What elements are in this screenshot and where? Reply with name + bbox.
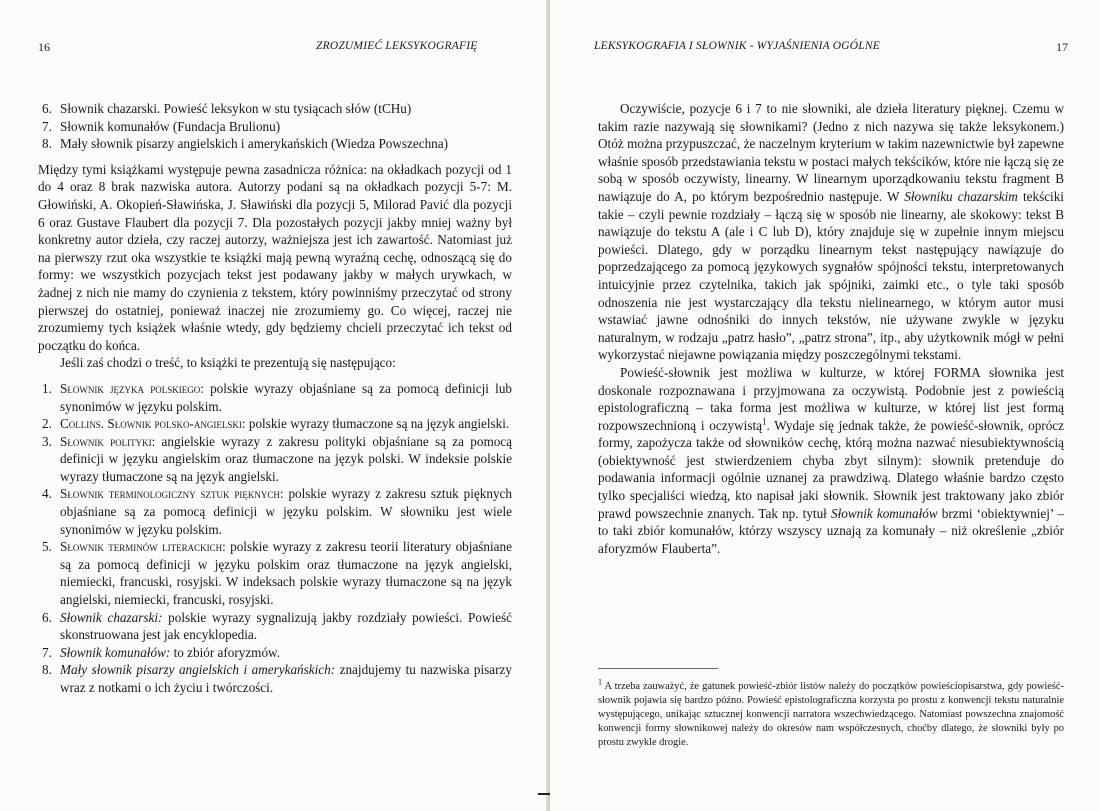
list-contents [38,380,512,697]
list-item: 8. Mały słownik pisarzy angielskich i amerykańskich: znajdujemy tu nazwiska pisarzy wraz z notkami o ich życiu i twórczości. [42,662,512,695]
right-text-block [598,100,1064,557]
list-editions [38,100,512,153]
list-item: 6. Słownik chazarski: polskie wyrazy sygnalizują jakby rozdziały powieści. Powieść skonstruowana jest jak encyklopedia. [42,609,512,643]
list-item: 6. Słownik chazarski. Powieść leksykon w stu tysiącach słów (tCHu) [42,101,412,116]
running-head: LEKSYKOGRAFIA I SŁOWNIK - WYJAŚNIENIA OGÓLNE [594,40,880,52]
footnote [598,677,1064,750]
paragraph: Jeśli zaś chodzi o treść, to książki te prezentują się następująco: [60,355,396,371]
footnote-rule [598,668,718,669]
running-head: ZROZUMIEĆ LEKSYKOGRAFIĘ [316,40,478,52]
list-item: 3. Słownik polityki: angielskie wyrazy z zakresu polityki objaśniane są za pomocą definicji w języku angielskim oraz tłumaczone na język polski. W indeksie polskie wyrazy tłumaczone są na język angielski. [42,433,513,484]
footnote-text: A trzeba zauważyć, że gatunek powieść-zbiór listów należy do początków powieściopisarstwa, gdy powieść-słownik pojawia się bardzo późno. Powieść epistolograficzna korzysta po prostu z konwencji tekstu naturalnie występującego, unikając sztucznej konwencji narratora wszechwiedzącego. Natomiast powszechna znajomość konwencji formy słownikowej należy do okresów nam współczesnych, choćby dlatego, że słowniki były po prostu zwykle drogie. [598,681,1064,748]
list-item: 5. Słownik terminów literackich: polskie wyrazy z zakresu teorii literatury objaśniane są za pomocą definicji w języku polskim oraz tłumaczone na język angielski, niemiecki, francuski, rosyjski. W indeksach polskie wyrazy tłumaczone są na język angielski, niemiecki, francuski, rosyjski. [42,539,512,608]
footnote-marker: 1 [761,416,767,427]
list-item: 4. Słownik terminologiczny sztuk pięknych: polskie wyrazy z zakresu sztuk pięknych objaśniane są za pomocą definicji w języku polskim. W słowniku jest wiele synonimów w języku polskim. [42,486,512,537]
list-item: 7. Słownik komunałów: to zbiór aforyzmów. [42,644,281,660]
list-item: 1. Słownik języka polskiego: polskie wyrazy objaśniane są za pomocą definicji lub synonimów w języku polskim. [42,380,513,414]
page-number: 17 [1056,40,1068,54]
right-page [550,0,1100,811]
paragraph: Powieść-słownik jest możliwa w kulturze, w której FORMA słownika jest doskonale rozpoznawana i przyjmowana za oczywistą. Podobnie jest z powieścią epistolograficzną – taka forma jest możliwa w kulturze, w której list jest formą rozpowszechnioną i oczywistą$^1$. Wydaje się jednak także, że powieść-słownik, oprócz formy, zapożycza także od słowników cechę, którą można nazwać niesubiektywnością (obiektywność jest stwierdzeniem chyba zbyt silnym): słownik pretenduje do podawania informacji ogólnie uznanej za prawdziwą. Dlatego właśnie bardzo często tylko specjaliści wiedzą, kto napisał jaki słownik. Słownik jest traktowany jako zbiór prawd powszechnie znanych. Tak np. tytuł Słownik komunałów brzmi ‘obiektywniej’ – to taki zbiór komunałów, którzy wszyscy uznają za komunały – niż określenie „zbiór aforyzmów Flauberta”. [598,364,1064,556]
left-page [0,0,548,811]
list-item: 8. Mały słownik pisarzy angielskich i amerykańskich (Wiedza Powszechna) [42,136,449,152]
footnote-number: 1 [598,677,602,687]
paragraph: Między tymi książkami występuje pewna zasadnicza różnica: na okładkach pozycji od 1 do 4 oraz 8 brak nazwiska autora. Autorzy podani są na okładkach pozycji 5-7: M. Głowiński, A. Okopień-Sławińska, J. Sławiński dla pozycji 5, Milorad Pavić dla pozycji 6 oraz Gustave Flaubert dla pozycji 7. Dla pozostałych pozycji jakby mniej ważny był konkretny autor dzieła, czy raczej autorzy, ważniejsza jest ich zawartość. Natomiast już na pierwszy rzut oka wszystkie te książki mają pewną wyraźną cechę, odnoszącą się do formy: we wszystkich pozycjach tekst jest podawany jakby w małych urywkach, w żadnej z nich nie mamy do czynienia z tekstem, który powinniśmy przeczytać od strony pierwszej do ostatniej, ponieważ inaczej nie zrozumiemy go. Co więcej, raczej nie zrozumiemy tych książek właśnie wtedy, gdy będziemy chcieli przeczytać ich tekst od początku do końca. [38,161,512,353]
list-item: 7. Słownik komunałów (Fundacja Brulionu) [42,118,281,134]
paragraph: Oczywiście, pozycje 6 i 7 to nie słowniki, ale dzieła literatury pięknej. Czemu w takim razie nazywają się słownikami? (Jedno z nich nazywa się także leksykonem.) Otóż można przypuszczać, że naczelnym kryterium w takim nazewnictwie był zapewne właśnie sposób przedstawiania tekstu w postaci małych tekścików, które nie łączą się ze sobą w sposób oczywisty, linearny. W linearnym uporządkowaniu tekstu fragment B nawiązuje do A, po którym bezpośrednio następuje. W Słowniku chazarskim tekściki takie – czyli pewnie rozdziały – łączą się w sposób nie linearny, ale skokowy: tekst B nawiązuje do tekstu A (ale i C lub D), który znajduje się w zupełnie innym miejscu powieści. Dlatego, gdy w porządku linearnym tekst następujący nawiązuje do poprzedzającego za pomocą językowych sygnałów spójności tekstu, interpretowanych intuicyjnie przez czytelnika, takich jak spójniki, zaimki etc., o tyle taki sposób odnoszenia nie jest wystarczający dla tekstu nielinearnego, w którym autor musi wstawiać jawne odnośniki do innych tekstów, nie używane zwykle w języku naturalnym, w rodzaju „patrz hasło”, „patrz strona”, itp., aby użytkownik mógł w pełni wykorzystać niejawne powiązania między poszczególnymi tekstami. [598,101,1064,363]
print-mark [538,793,550,795]
page-number: 16 [38,40,50,54]
left-text-block [38,100,512,697]
list-item: 2. Collins. Słownik polsko-angielski: polskie wyrazy tłumaczone są na język angielski. [42,416,510,432]
